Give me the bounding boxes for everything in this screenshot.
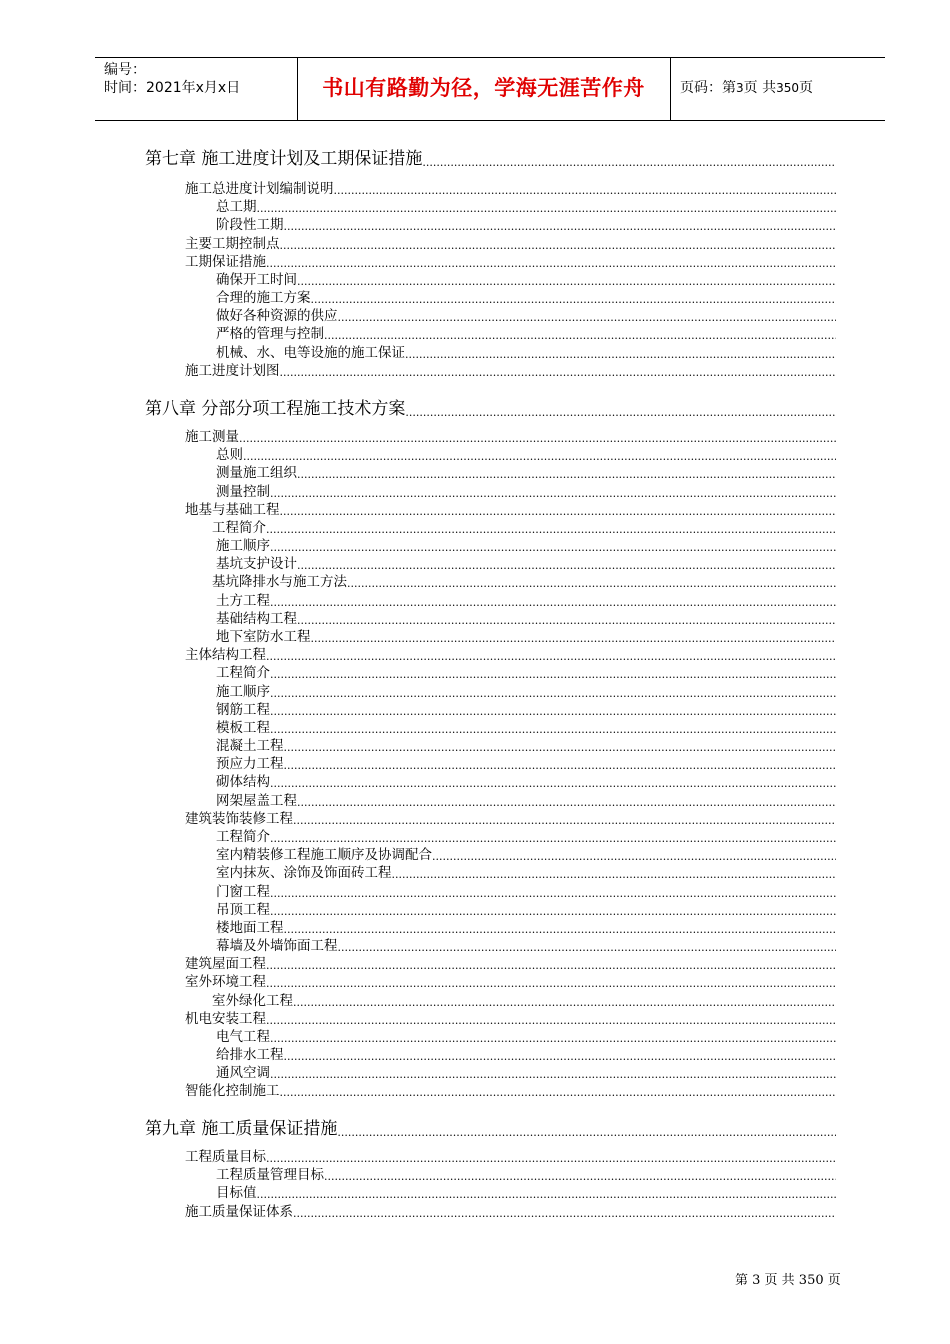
toc-entry-title: 阶段性工期 [216,217,284,234]
toc-entry-title: 施工顺序 [216,683,270,700]
toc-entry[interactable] [212,519,836,537]
toc-entry-title: 室外环境工程 [185,974,266,991]
toc-dot-leader [405,406,836,420]
toc-entry[interactable] [216,719,836,737]
page-suffix: 页 [799,80,813,96]
toc-entry-title: 施工进度计划图 [185,362,280,379]
toc-entry[interactable] [216,307,836,325]
toc-entry-title: 智能化控制施工 [185,1083,280,1100]
toc-dot-leader [257,202,837,216]
toc-entry-title: 工程简介 [216,828,270,845]
toc-entry-title: 建筑装饰装修工程 [185,810,293,827]
toc-dot-leader [293,814,836,828]
toc-entry-title: 第七章 施工进度计划及工期保证措施 [145,149,423,169]
page-current: 3 [736,81,744,95]
toc-dot-leader [239,432,836,446]
toc-entry-title: 总则 [216,447,243,464]
toc-entry-title: 室内精装修工程施工顺序及协调配合 [216,847,432,864]
toc-entry[interactable] [216,1184,836,1202]
toc-entry[interactable] [212,992,836,1010]
toc-entry[interactable] [185,810,836,828]
toc-dot-leader [392,868,837,882]
toc-entry-title: 总工期 [216,199,257,216]
toc-dot-leader [280,1086,837,1100]
toc-entry-title: 工程质量管理目标 [216,1167,324,1184]
toc-entry-title: 通风空调 [216,1065,270,1082]
toc-entry[interactable] [185,973,836,991]
toc-dot-leader [270,723,836,737]
toc-entry-title: 测量控制 [216,483,270,500]
toc-dot-leader [297,796,836,810]
toc-entry[interactable] [185,235,836,253]
toc-entry[interactable] [216,828,836,846]
toc-entry-title: 工期保证措施 [185,253,266,270]
toc-entry[interactable] [216,683,836,701]
toc-entry[interactable] [185,180,836,198]
toc-entry[interactable] [185,1082,836,1100]
page-footer: 第 3 页 共 350 页 [735,1273,841,1288]
page-header [95,57,885,121]
page-mid: 页 共 [743,80,777,96]
toc-dot-leader [324,329,836,343]
toc-entry-title: 工程简介 [216,665,270,682]
toc-dot-leader [338,941,837,955]
toc-entry[interactable] [216,537,836,555]
toc-entry-title: 测量施工组织 [216,465,297,482]
page-total: 350 [776,81,799,95]
toc-entry-title: 目标值 [216,1185,257,1202]
toc-entry-title: 做好各种资源的供应 [216,308,338,325]
toc-entry-title: 工程质量目标 [185,1149,266,1165]
toc-dot-leader [270,905,836,919]
toc-entry-title: 建筑屋面工程 [185,956,266,973]
toc-dot-leader [297,275,836,289]
toc-entry-title: 机电安装工程 [185,1010,266,1027]
toc-entry-title: 网架屋盖工程 [216,792,297,809]
toc-dot-leader [284,923,837,937]
header-meta [104,61,240,97]
header-page-info [680,79,813,97]
toc-entry[interactable] [216,483,836,501]
toc-dot-leader [270,705,836,719]
toc-dot-leader [432,850,836,864]
toc-dot-leader [297,559,836,573]
toc-dot-leader [293,1207,836,1221]
toc-entry[interactable] [185,501,836,519]
document-time: 时间：2021年x月x日 [104,80,241,96]
toc-entry[interactable] [216,1166,836,1184]
toc-dot-leader [266,650,836,664]
toc-entry-title: 第九章 施工质量保证措施 [145,1119,338,1139]
toc-entry-title: 确保开工时间 [216,271,297,288]
toc-dot-leader [337,1126,836,1140]
toc-entry[interactable] [216,864,836,882]
toc-entry-title: 地下室防水工程 [216,628,311,645]
toc-dot-leader [266,1014,836,1028]
toc-entry[interactable] [216,883,836,901]
toc-entry-title: 主体结构工程 [185,647,266,664]
toc-entry[interactable] [216,919,836,937]
toc-entry[interactable] [216,198,836,216]
toc-entry[interactable] [216,937,836,955]
toc-entry-title: 施工顺序 [216,538,270,555]
toc-entry[interactable] [216,555,836,573]
toc-dot-leader [405,348,836,362]
toc-entry[interactable] [216,592,836,610]
toc-dot-leader [266,977,836,991]
toc-chapter[interactable] [145,398,836,420]
toc-dot-leader [284,741,837,755]
toc-entry[interactable] [216,737,836,755]
toc-dot-leader [324,1170,836,1184]
toc-dot-leader [338,311,837,325]
toc-dot-leader [266,959,836,973]
toc-entry[interactable] [216,901,836,919]
toc-dot-leader [270,887,836,901]
toc-entry[interactable] [185,955,836,973]
toc-entry-title: 基坑降排水与施工方法 [212,574,347,591]
toc-entry-title: 机械、水、电等设施的施工保证 [216,344,405,361]
toc-chapter[interactable] [145,1118,836,1140]
toc-dot-leader [270,596,836,610]
toc-entry[interactable] [185,1010,836,1028]
toc-chapter[interactable] [145,148,836,170]
toc-entry-title: 电气工程 [216,1028,270,1045]
toc-entry[interactable] [216,701,836,719]
toc-entry-title: 第八章 分部分项工程施工技术方案 [145,399,406,419]
toc-entry[interactable] [216,664,836,682]
toc-entry[interactable] [212,573,836,591]
toc-dot-leader [284,759,837,773]
toc-entry[interactable] [185,1148,836,1166]
toc-entry[interactable] [185,646,836,664]
toc-dot-leader [270,687,836,701]
toc-entry[interactable] [216,1028,836,1046]
toc-entry-title: 混凝土工程 [216,738,284,755]
header-divider [670,58,671,120]
toc-entry[interactable] [216,344,836,362]
toc-entry-title: 幕墙及外墙饰面工程 [216,938,338,955]
toc-entry[interactable] [216,1046,836,1064]
toc-dot-leader [270,668,836,682]
toc-entry[interactable] [216,464,836,482]
toc-entry[interactable] [216,289,836,307]
toc-entry-title: 钢筋工程 [216,701,270,718]
toc-entry[interactable] [185,253,836,271]
toc-dot-leader [422,156,836,170]
toc-entry-title: 楼地面工程 [216,919,284,936]
toc-dot-leader [257,1188,837,1202]
toc-entry[interactable] [216,271,836,289]
toc-entry[interactable] [216,846,836,864]
toc-entry[interactable] [216,792,836,810]
page-prefix: 页码：第 [680,80,736,96]
toc-entry-title: 基坑支护设计 [216,556,297,573]
toc-entry-title: 施工质量保证体系 [185,1203,293,1220]
toc-dot-leader [280,239,837,253]
toc-entry-title: 施工总进度计划编制说明 [185,181,334,197]
toc-entry[interactable] [216,325,836,343]
toc-dot-leader [270,541,836,555]
toc-dot-leader [347,577,836,591]
toc-entry[interactable] [185,1203,836,1221]
toc-entry[interactable] [185,362,836,380]
toc-entry-title: 门窗工程 [216,883,270,900]
toc-dot-leader [270,1032,836,1046]
toc-entry-title: 工程简介 [212,519,266,536]
toc-entry-title: 室外绿化工程 [212,992,293,1009]
toc-dot-leader [311,632,837,646]
toc-entry[interactable] [216,216,836,234]
toc-dot-leader [297,614,836,628]
toc-dot-leader [284,220,837,234]
toc-entry-title: 预应力工程 [216,756,284,773]
document-number-label: 编号： [104,62,146,78]
toc-dot-leader [334,184,837,198]
toc-dot-leader [280,366,837,380]
toc-entry-title: 地基与基础工程 [185,501,280,518]
toc-entry-title: 模板工程 [216,719,270,736]
toc-dot-leader [270,777,836,791]
toc-entry[interactable] [216,755,836,773]
toc-dot-leader [243,450,836,464]
toc-entry[interactable] [216,446,836,464]
header-motto: 书山有路勤为径，学海无涯苦作舟 [322,76,645,100]
toc-dot-leader [280,505,837,519]
toc-dot-leader [266,1152,836,1166]
toc-entry-title: 合理的施工方案 [216,290,311,307]
toc-dot-leader [266,523,836,537]
toc-entry-title: 土方工程 [216,592,270,609]
toc-dot-leader [270,832,836,846]
toc-entry-title: 砌体结构 [216,774,270,791]
toc-entry-title: 施工测量 [185,429,239,445]
toc-entry-title: 室内抹灰、涂饰及饰面砖工程 [216,865,392,882]
toc-entry[interactable] [216,773,836,791]
toc-entry-title: 给排水工程 [216,1047,284,1064]
toc-dot-leader [293,996,836,1010]
toc-entry[interactable] [216,1064,836,1082]
toc-entry-title: 严格的管理与控制 [216,326,324,343]
toc-dot-leader [311,293,837,307]
toc-entry[interactable] [216,628,836,646]
toc-dot-leader [270,1068,836,1082]
toc-dot-leader [297,468,836,482]
toc-entry-title: 基础结构工程 [216,610,297,627]
toc-dot-leader [266,257,836,271]
toc-dot-leader [284,1050,837,1064]
toc-entry-title: 吊顶工程 [216,901,270,918]
toc-dot-leader [270,487,836,501]
toc-entry[interactable] [216,610,836,628]
toc-entry[interactable] [185,428,836,446]
toc-entry-title: 主要工期控制点 [185,235,280,252]
